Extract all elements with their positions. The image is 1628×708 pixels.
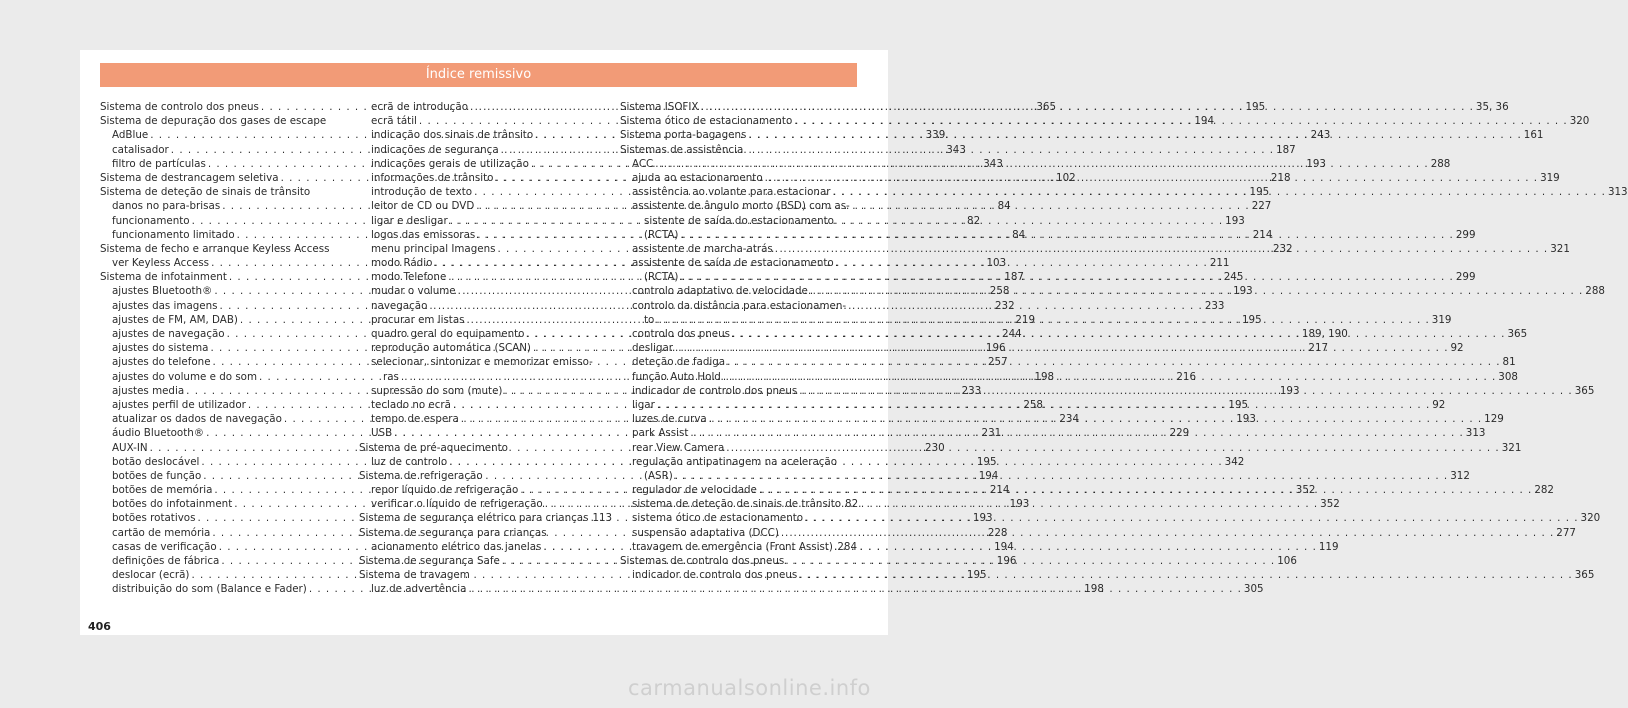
entry-term: Sistema ótico de estacionamento (620, 115, 793, 128)
dot-leader (810, 284, 1583, 298)
entry-term: USB (371, 427, 393, 440)
entry-term: teclado no ecrã (371, 398, 451, 411)
entry-term: ecrã tátil (371, 115, 417, 128)
dot-leader (502, 554, 1275, 568)
entry-term: ajustes perfil de utilizador (112, 398, 246, 411)
entry-term: catalisador (112, 143, 169, 156)
dot-leader (709, 412, 1482, 426)
dot-leader (805, 511, 1578, 525)
entry-page-ref: 113 (592, 512, 613, 525)
entry-page-ref: 319 (1431, 313, 1452, 326)
dot-leader (656, 313, 1429, 327)
entry-term: danos no para-brisas (112, 200, 221, 213)
dot-leader (833, 185, 1606, 199)
index-entry (620, 199, 857, 213)
dot-leader (726, 441, 1499, 455)
entry-page-ref: 277 (1556, 526, 1576, 539)
entry-term: ajustes das imagens (112, 299, 218, 312)
dot-leader (775, 242, 1548, 256)
entry-page-ref: 84 (1012, 228, 1026, 241)
entry-term: controlo da distância para estacionamen- (632, 299, 847, 312)
entry-page-ref: 195 (966, 569, 987, 582)
entry-term: ACC (632, 157, 654, 170)
entry-page-ref: 342 (1224, 455, 1245, 468)
index-entry (100, 242, 341, 256)
entry-term: Sistema de infotainment (100, 271, 227, 284)
entry-page-ref: 365 (1574, 384, 1595, 397)
entry-term: atualizar os dados de navegação (112, 413, 282, 426)
index-entry (620, 554, 857, 568)
entry-page-ref: 216 (1176, 370, 1197, 383)
entry-term: funcionamento (112, 214, 190, 227)
dot-leader (655, 157, 1428, 171)
entry-page-ref: 230 (925, 441, 945, 454)
entry-term: Sistema de pré-aquecimento (359, 441, 508, 454)
entry-page-ref: 299 (1455, 228, 1476, 241)
entry-term: controlo dos pneus (632, 328, 731, 340)
entry-page-ref: 129 (1484, 413, 1504, 426)
entry-term: navegação (371, 299, 428, 312)
index-entry (620, 540, 857, 554)
entry-page-ref: 365 (1507, 328, 1528, 340)
entry-term: to (644, 313, 655, 326)
entry-term: casas de verificação (112, 540, 217, 553)
index-entry (620, 497, 857, 511)
entry-page-ref: 187 (1276, 143, 1296, 156)
entry-term: botões do infotainment (112, 498, 233, 511)
index-entry (359, 355, 600, 369)
entry-term: ligar e desligar (371, 214, 448, 227)
index-entry (359, 441, 600, 455)
entry-term: suspensão adaptativa (DCC) (632, 526, 779, 539)
entry-term: botão deslocável (112, 455, 200, 468)
dot-leader (700, 100, 1473, 114)
entry-page-ref: 106 (1277, 555, 1297, 567)
entry-page-ref: 313 (1465, 427, 1486, 440)
entry-term: ver Keyless Access (112, 257, 210, 270)
entry-page-ref: 161 (1523, 129, 1544, 142)
entry-page-ref: 193 (972, 512, 993, 525)
entry-page-ref: 84 (997, 200, 1011, 213)
entry-term: áudio Bluetooth® (112, 427, 205, 440)
entry-term: ligar (632, 398, 655, 411)
entry-page-ref: 352 (1295, 484, 1316, 497)
entry-term: sistema de deteção de sinais de trânsito (632, 498, 842, 511)
entry-term: Sistema de travagem (359, 569, 470, 582)
entry-term: Sistema de controlo dos pneus (100, 101, 259, 113)
entry-page-ref: 119 (1318, 540, 1339, 553)
dot-leader (501, 143, 1274, 157)
entry-page-ref: 82 (845, 498, 859, 511)
entry-term: menu principal Imagens (371, 242, 496, 255)
entry-term: (RCTA) (644, 271, 679, 284)
entry-page-ref: 193 (1306, 157, 1326, 170)
entry-term: quadro geral do equipamento (371, 328, 525, 340)
entry-term: introdução de texto (371, 186, 473, 199)
entry-page-ref: 194 (994, 540, 1014, 553)
entry-page-ref: 193 (1279, 384, 1300, 397)
entry-page-ref: 320 (1569, 115, 1590, 128)
entry-term: sistema ótico de estacionamento (632, 512, 804, 525)
entry-term: indicação dos sinais de trânsito (371, 129, 534, 142)
entry-page-ref: 198 (1034, 370, 1055, 383)
entry-term: função Auto Hold (632, 370, 721, 383)
entry-term: controlo adaptativo de velocidade (632, 285, 808, 298)
index-entry (359, 568, 600, 582)
entry-term: deteção de fadiga (632, 356, 726, 369)
entry-page-ref: 319 (1540, 171, 1560, 184)
entry-page-ref: 339 (925, 129, 946, 142)
entry-term: assistente de ângulo morto (BSD) com as- (632, 200, 850, 213)
entry-term: funcionamento limitado (112, 228, 235, 241)
entry-term: ajustes media (112, 384, 185, 397)
index-entry (620, 455, 857, 469)
dot-leader (765, 171, 1538, 185)
entry-page-ref: 198 (1084, 583, 1104, 596)
entry-term: Sistema de segurança elétrico para crianças (359, 512, 589, 525)
entry-page-ref: 211 (1209, 257, 1230, 270)
entry-page-ref: 92 (1450, 342, 1464, 355)
entry-page-ref: 244 (1002, 328, 1022, 340)
entry-page-ref: 299 (1455, 271, 1476, 284)
entry-page-ref: 196 (996, 555, 1017, 567)
entry-page-ref: 320 (1580, 512, 1601, 525)
entry-term: ajustes do volume e do som (112, 370, 258, 383)
entry-page-ref: 232 (1272, 242, 1293, 255)
index-entry (100, 114, 341, 128)
entry-term: travagem de emergência (Front Assist) (632, 540, 833, 553)
entry-page-ref: 194 (978, 469, 999, 482)
entry-term: ajustes do sistema (112, 342, 209, 355)
entry-page-ref: 219 (1015, 313, 1036, 326)
entry-term: ajustes Bluetooth® (112, 285, 213, 298)
entry-page-ref: 195 (1228, 398, 1249, 411)
entry-page-ref: 35, 36 (1475, 101, 1509, 113)
entry-term: definições de fábrica (112, 555, 220, 567)
dot-leader (675, 469, 1448, 483)
entry-page-ref: 193 (1236, 413, 1256, 426)
entry-page-ref: 231 (981, 427, 1002, 440)
dot-leader (799, 384, 1572, 398)
entry-term: verificar o líquido de refrigeração (371, 498, 543, 511)
entry-term: ras (383, 370, 399, 383)
entry-page-ref: 321 (1550, 242, 1570, 255)
entry-term: Sistema de deteção de sinais de trânsito (100, 186, 311, 199)
entry-term: assistente de marcha-atrás (632, 242, 773, 255)
dot-leader (799, 568, 1572, 582)
entry-page-ref: 195 (1241, 313, 1262, 326)
entry-term: ajustes do telefone (112, 356, 211, 369)
entry-page-ref: 282 (1534, 484, 1554, 497)
entry-term: modo Telefone (371, 271, 447, 284)
entry-term: sistente de saída do estacionamento (644, 214, 834, 227)
dot-leader (794, 114, 1567, 128)
entry-page-ref: 195 (1245, 101, 1266, 113)
dot-leader (476, 199, 1249, 213)
entry-page-ref: 343 (946, 143, 966, 156)
entry-term: botões de função (112, 469, 202, 482)
entry-term: (RCTA) (644, 228, 679, 241)
index-entry (620, 143, 857, 157)
entry-term: leitor de CD ou DVD (371, 200, 475, 213)
entry-term: tempo de espera (371, 413, 459, 426)
dot-leader (680, 228, 1453, 242)
entry-page-ref: 258 (989, 285, 1010, 298)
index-entry (620, 256, 857, 270)
index-entry (620, 299, 857, 313)
entry-term: Sistema de depuração dos gases de escape (100, 115, 327, 128)
entry-term: regulador de velocidade (632, 484, 757, 497)
entry-page-ref: 227 (1251, 200, 1272, 213)
entry-page-ref: 193 (1009, 498, 1030, 511)
entry-term: botões rotativos (112, 512, 196, 525)
entry-page-ref: 284 (837, 540, 857, 553)
entry-page-ref: 189, 190 (1301, 328, 1348, 340)
index-entry (620, 214, 857, 228)
entry-page-ref: 214 (989, 484, 1010, 497)
entry-page-ref: 257 (987, 356, 1008, 369)
section-header: Índice remissivo (100, 63, 857, 87)
dot-leader (727, 355, 1500, 369)
entry-term: ecrã de introdução (371, 101, 469, 113)
entry-page-ref: 193 (1225, 214, 1245, 227)
entry-page-ref: 305 (1243, 583, 1264, 596)
entry-term: AUX-IN (112, 441, 148, 454)
entry-page-ref: 214 (1252, 228, 1273, 241)
entry-term: Sistema de segurança Safe (359, 555, 500, 567)
entry-page-ref: 229 (1169, 427, 1190, 440)
entry-term: luz de advertência (371, 583, 467, 596)
index-entry (359, 526, 600, 540)
entry-term: assistente de saída de estacionamento (632, 257, 834, 270)
entry-term: reprodução automática (SCAN) (371, 342, 531, 355)
entry-page-ref: 82 (967, 214, 981, 227)
entry-term: mudar o volume (371, 285, 456, 298)
dot-leader (675, 341, 1448, 355)
entry-page-ref: 243 (1310, 129, 1331, 142)
entry-term: ajustes de navegação (112, 328, 225, 340)
entry-page-ref: 187 (1004, 271, 1024, 284)
entry-page-ref: 233 (1204, 299, 1225, 312)
entry-term: Sistema de refrigeração (359, 469, 483, 482)
entry-page-ref: 103 (986, 257, 1007, 270)
entry-term: selecionar, sintonizar e memorizar emisso- (371, 356, 593, 369)
entry-page-ref: 233 (961, 384, 982, 397)
page-number: 406 (88, 620, 111, 633)
entry-page-ref: 288 (1430, 157, 1451, 170)
entry-page-ref: 194 (1194, 115, 1215, 128)
entry-term: rear View Camera (632, 441, 725, 454)
entry-page-ref: 92 (1432, 398, 1446, 411)
entry-term: (ASR) (644, 469, 673, 482)
entry-term: regulação antipatinagem na aceleração (632, 455, 838, 468)
dot-leader (759, 483, 1532, 497)
entry-term: AdBlue (112, 129, 149, 142)
dot-leader (748, 128, 1521, 142)
entry-term: Sistemas de assistência (620, 143, 744, 156)
entry-term: Sistema de destrancagem seletiva (100, 171, 279, 184)
entry-page-ref: 365 (1574, 569, 1595, 582)
dot-leader (723, 370, 1496, 384)
entry-term: Sistema ISOFIX (620, 101, 699, 113)
dot-leader (781, 526, 1554, 540)
entry-page-ref: 232 (994, 299, 1015, 312)
entry-page-ref: 312 (1450, 469, 1470, 482)
index-entry (359, 511, 613, 525)
entry-term: logos das emissoras (371, 228, 476, 241)
entry-page-ref: 308 (1498, 370, 1518, 383)
entry-term: indicador de controlo dos pneus (632, 384, 798, 397)
entry-term: distribuição do som (Balance e Fader) (112, 583, 307, 596)
entry-term: supressão do som (mute) (371, 384, 503, 397)
entry-term: ajuda ao estacionamento (632, 171, 763, 184)
entry-term: botões de memória (112, 484, 213, 497)
entry-page-ref: 365 (1036, 101, 1057, 113)
entry-term: luz de controlo (371, 455, 448, 468)
dot-leader (690, 426, 1463, 440)
entry-term: Sistema de fecho e arranque Keyless Access (100, 242, 330, 255)
entry-page-ref: 193 (1233, 285, 1253, 298)
entry-page-ref: 258 (1023, 398, 1043, 411)
entry-term: procurar em listas (371, 313, 465, 326)
entry-term: Sistema de segurança para crianças (359, 526, 547, 539)
entry-term: indicador de controlo dos pneus (632, 569, 798, 582)
entry-page-ref: 196 (985, 342, 1006, 355)
entry-term: cartão de memória (112, 526, 211, 539)
entry-page-ref: 321 (1501, 441, 1522, 454)
entry-term: deslocar (ecrã) (112, 569, 190, 582)
entry-page-ref: 245 (1223, 271, 1244, 284)
entry-term: luzes de curva (632, 413, 707, 426)
entry-page-ref: 217 (1308, 342, 1329, 355)
entry-page-ref: 81 (1502, 356, 1516, 369)
entry-page-ref: 313 (1607, 186, 1628, 199)
entry-term: modo Rádio (371, 257, 433, 270)
index-entry (100, 185, 341, 199)
dot-leader (680, 270, 1453, 284)
entry-term: park Assist (632, 427, 689, 440)
entry-term: ajustes de FM, AM, DAB) (112, 313, 238, 326)
entry-page-ref: 195 (976, 455, 997, 468)
entry-term: desligar (632, 342, 674, 355)
dot-leader (732, 327, 1505, 341)
index-entry (359, 469, 600, 483)
entry-term: filtro de partículas (112, 157, 206, 170)
dot-leader (657, 398, 1430, 412)
entry-page-ref: 343 (983, 157, 1003, 170)
entry-term: informações de trânsito (371, 171, 494, 184)
entry-term: Sistemas de controlo dos pneus (620, 555, 785, 567)
entry-page-ref: 218 (1270, 171, 1291, 184)
entry-term: acionamento elétrico das janelas (371, 540, 542, 553)
entry-term: indicações gerais de utilização (371, 157, 529, 170)
entry-term: indicações de segurança (371, 143, 499, 156)
entry-page-ref: 352 (1320, 498, 1340, 511)
entry-term: assistência ao volante para estacionar (632, 186, 831, 199)
entry-page-ref: 102 (1056, 171, 1076, 184)
dot-leader (468, 582, 1241, 596)
entry-page-ref: 234 (1059, 413, 1080, 426)
entry-term: Sistema porta-bagagens (620, 129, 747, 142)
entry-page-ref: 195 (1249, 186, 1270, 199)
entry-page-ref: 228 (987, 526, 1008, 539)
watermark: carmanualsonline.info (628, 676, 871, 700)
entry-term: repor líquido de refrigeração (371, 484, 519, 497)
entry-page-ref: 288 (1585, 285, 1605, 298)
